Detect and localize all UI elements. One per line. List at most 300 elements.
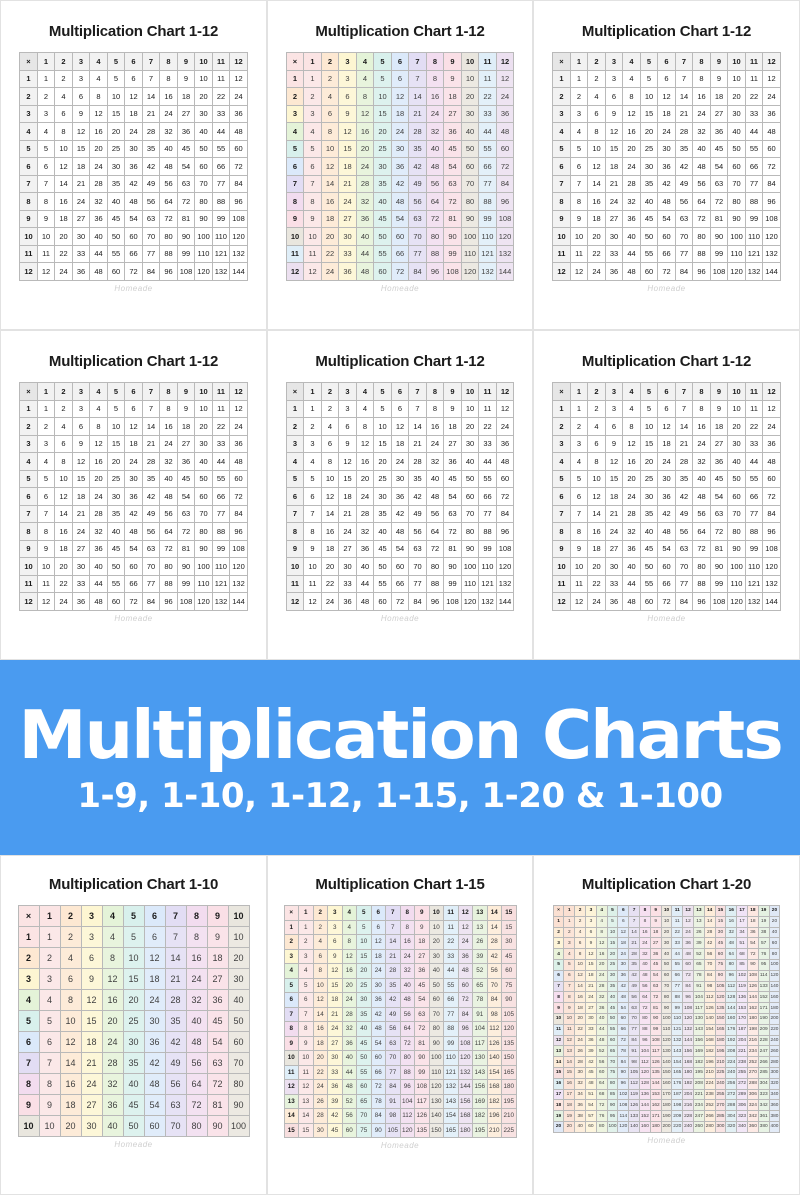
table-cell: 9 <box>177 70 195 88</box>
table-row-header: 11 <box>286 245 304 263</box>
table-cell: 20 <box>60 1116 81 1137</box>
table-cell: 3 <box>299 949 314 964</box>
table-cell: 9 <box>304 540 322 558</box>
table-cell: 63 <box>710 175 728 193</box>
table-cell: 50 <box>357 1051 372 1066</box>
banner-subtitle: 1-9, 1-10, 1-12, 1-15, 1-20 & 1-100 <box>77 776 723 816</box>
table-cell: 40 <box>107 193 125 211</box>
table-cell: 6 <box>55 435 73 453</box>
table-cell: 120 <box>400 1123 415 1138</box>
table-row-header: 5 <box>286 470 304 488</box>
table-cell: 98 <box>386 1109 401 1124</box>
table-cell: 17 <box>564 1089 575 1100</box>
table-cell: 4 <box>313 935 328 950</box>
table-cell: 45 <box>177 470 195 488</box>
table-cell: 168 <box>683 1057 694 1068</box>
table-cell: 90 <box>444 228 462 246</box>
table-cell: 22 <box>212 418 230 436</box>
table-cell: 15 <box>715 916 726 927</box>
table-row-header: 11 <box>286 575 304 593</box>
table-cell: 48 <box>683 949 694 960</box>
table-cell: 6 <box>72 418 90 436</box>
table-col-header: 5 <box>374 53 392 71</box>
table-cell: 33 <box>72 245 90 263</box>
table-cell: 90 <box>371 1123 386 1138</box>
table-row <box>286 453 514 471</box>
table-cell: 320 <box>726 1121 737 1132</box>
table-cell: 64 <box>400 1022 415 1037</box>
table-cell: 1 <box>570 400 588 418</box>
table-row-header: 3 <box>286 105 304 123</box>
table-cell: 45 <box>207 1011 228 1032</box>
table-cell: 80 <box>160 228 178 246</box>
table-cell: 21 <box>328 1007 343 1022</box>
table-cell: 66 <box>444 993 459 1008</box>
table-cell: 36 <box>230 105 248 123</box>
table-cell: 14 <box>60 1053 81 1074</box>
table-row-header: 7 <box>20 175 38 193</box>
table-row <box>286 210 514 228</box>
table-cell: 60 <box>618 1013 629 1024</box>
table-cell: 24 <box>125 453 143 471</box>
table-col-header: 12 <box>458 906 473 921</box>
table-cell: 2 <box>321 70 339 88</box>
table-cell: 120 <box>728 593 746 611</box>
table-cell: 225 <box>502 1123 517 1138</box>
table-cell: 55 <box>212 140 230 158</box>
table-cell: 32 <box>102 1074 123 1095</box>
table-cell: 30 <box>195 105 213 123</box>
table-cell: 144 <box>763 593 781 611</box>
table-row-header: 12 <box>553 1035 564 1046</box>
table-cell: 4 <box>90 400 108 418</box>
table-cell: 5 <box>357 920 372 935</box>
table-cell: 27 <box>328 1036 343 1051</box>
table-row-header: 9 <box>553 210 571 228</box>
table-cell: 28 <box>704 927 715 938</box>
table-cell: 10 <box>575 959 586 970</box>
table-cell: 36 <box>207 990 228 1011</box>
table-cell: 66 <box>479 488 497 506</box>
table-cell: 40 <box>461 453 479 471</box>
table-cell: 2 <box>304 88 322 106</box>
table-cell: 340 <box>769 1089 780 1100</box>
table-cell: 48 <box>356 593 374 611</box>
table-cell: 24 <box>356 488 374 506</box>
table-cell: 50 <box>123 1116 144 1137</box>
table-cell: 60 <box>763 470 781 488</box>
table-col-header: 1 <box>564 906 575 917</box>
multiplication-table <box>19 382 248 611</box>
table-cell: 260 <box>769 1046 780 1057</box>
table-row-header: 4 <box>553 949 564 960</box>
table-cell: 108 <box>458 1036 473 1051</box>
table-row-header: 17 <box>553 1089 564 1100</box>
table-cell: 4 <box>55 88 73 106</box>
table-cell: 84 <box>458 1007 473 1022</box>
table-row-header: 12 <box>20 593 38 611</box>
table-row <box>553 1035 780 1046</box>
table-cell: 90 <box>502 993 517 1008</box>
table-cell: 60 <box>374 593 392 611</box>
table-cell: 10 <box>564 1013 575 1024</box>
table-row-header: 5 <box>553 470 571 488</box>
table-cell: 24 <box>618 949 629 960</box>
table-corner-header: × <box>553 383 571 401</box>
table-cell: 8 <box>60 990 81 1011</box>
table-cell: 18 <box>339 488 357 506</box>
table-cell: 168 <box>704 1035 715 1046</box>
table-cell: 21 <box>605 175 623 193</box>
table-cell: 9 <box>72 435 90 453</box>
table-cell: 36 <box>177 453 195 471</box>
table-cell: 9 <box>328 949 343 964</box>
table-cell: 221 <box>737 1046 748 1057</box>
table-cell: 72 <box>444 523 462 541</box>
table-cell: 24 <box>496 418 514 436</box>
table-cell: 76 <box>758 949 769 960</box>
table-cell: 88 <box>160 245 178 263</box>
table-cell: 42 <box>142 158 160 176</box>
table-cell: 64 <box>186 1074 207 1095</box>
table-cell: 54 <box>391 540 409 558</box>
table-cell: 154 <box>704 1024 715 1035</box>
table-cell: 30 <box>72 228 90 246</box>
table-cell: 7 <box>165 927 186 948</box>
table-cell: 121 <box>444 1065 459 1080</box>
table-row-header: 11 <box>284 1065 299 1080</box>
table-cell: 3 <box>37 435 55 453</box>
table-cell: 25 <box>107 470 125 488</box>
table-cell: 70 <box>487 978 502 993</box>
table-cell: 9 <box>207 927 228 948</box>
table-col-header: 12 <box>496 383 514 401</box>
table-cell: 5 <box>37 140 55 158</box>
table-row-header: 9 <box>20 540 38 558</box>
table-cell: 40 <box>400 978 415 993</box>
table-col-header: 11 <box>745 383 763 401</box>
table-cell: 21 <box>72 175 90 193</box>
table-cell: 110 <box>461 245 479 263</box>
table-cell: 54 <box>586 1100 597 1111</box>
table-row <box>553 435 781 453</box>
table-row-header: 14 <box>284 1109 299 1124</box>
table-col-header: 19 <box>758 906 769 917</box>
table-row <box>284 1065 516 1080</box>
table-cell: 20 <box>623 140 641 158</box>
table-cell: 44 <box>596 1024 607 1035</box>
table-cell: 45 <box>374 210 392 228</box>
table-cell: 40 <box>374 523 392 541</box>
table-cell: 165 <box>672 1067 683 1078</box>
table-cell: 266 <box>704 1111 715 1122</box>
table-cell: 16 <box>60 1074 81 1095</box>
table-cell: 33 <box>605 245 623 263</box>
table-row <box>286 70 514 88</box>
table-cell: 9 <box>650 916 661 927</box>
table-cell: 117 <box>415 1094 430 1109</box>
table-row-header: 11 <box>553 245 571 263</box>
table-cell: 380 <box>758 1121 769 1132</box>
table-cell: 36 <box>623 210 641 228</box>
table-cell: 18 <box>658 435 676 453</box>
table-corner-header: × <box>284 906 299 921</box>
table-cell: 2 <box>575 916 586 927</box>
table-cell: 24 <box>102 1032 123 1053</box>
table-row <box>286 193 514 211</box>
multiplication-table <box>286 52 515 281</box>
table-cell: 45 <box>640 540 658 558</box>
table-col-header: 2 <box>313 906 328 921</box>
table-cell: 70 <box>461 505 479 523</box>
table-cell: 60 <box>496 140 514 158</box>
table-row-header: 2 <box>286 88 304 106</box>
table-cell: 198 <box>747 1024 758 1035</box>
table-cell: 44 <box>212 453 230 471</box>
table-cell: 24 <box>321 263 339 281</box>
table-cell: 12 <box>623 435 641 453</box>
table-cell: 95 <box>758 959 769 970</box>
table-cell: 112 <box>726 981 737 992</box>
table-cell: 24 <box>55 593 73 611</box>
table-cell: 50 <box>228 1011 249 1032</box>
table-col-header: 3 <box>328 906 343 921</box>
table-cell: 12 <box>60 1032 81 1053</box>
chart-row-2 <box>0 330 800 660</box>
table-cell: 132 <box>745 263 763 281</box>
table-cell: 64 <box>693 523 711 541</box>
table-col-header: 9 <box>710 383 728 401</box>
table-cell: 60 <box>661 970 672 981</box>
table-cell: 39 <box>586 1046 597 1057</box>
table-cell: 8 <box>342 935 357 950</box>
table-cell: 84 <box>496 175 514 193</box>
table-cell: 2 <box>313 920 328 935</box>
table-cell: 4 <box>304 123 322 141</box>
table-cell: 144 <box>650 1078 661 1089</box>
table-cell: 14 <box>588 175 606 193</box>
table-cell: 40 <box>728 123 746 141</box>
table-cell: 20 <box>90 470 108 488</box>
table-cell: 60 <box>640 263 658 281</box>
table-cell: 11 <box>37 575 55 593</box>
table-cell: 20 <box>728 88 746 106</box>
table-cell: 27 <box>72 540 90 558</box>
table-cell: 50 <box>195 140 213 158</box>
table-cell: 216 <box>683 1100 694 1111</box>
table-cell: 5 <box>37 470 55 488</box>
table-cell: 99 <box>479 210 497 228</box>
table-cell: 21 <box>339 175 357 193</box>
table-cell: 77 <box>672 981 683 992</box>
table-cell: 15 <box>607 938 618 949</box>
table-cell: 126 <box>747 981 758 992</box>
table-col-header: 8 <box>426 53 444 71</box>
table-cell: 12 <box>321 488 339 506</box>
table-cell: 36 <box>72 593 90 611</box>
table-cell: 120 <box>683 1013 694 1024</box>
chart-card <box>267 855 533 1195</box>
table-cell: 10 <box>321 470 339 488</box>
table-cell: 16 <box>102 990 123 1011</box>
table-row-header: 5 <box>20 140 38 158</box>
table-cell: 52 <box>693 949 704 960</box>
table-row-header: 6 <box>18 1032 39 1053</box>
table-cell: 108 <box>747 970 758 981</box>
table-cell: 42 <box>409 488 427 506</box>
table-cell: 30 <box>658 470 676 488</box>
table-cell: 8 <box>426 70 444 88</box>
table-cell: 238 <box>704 1089 715 1100</box>
table-row-header: 8 <box>286 193 304 211</box>
table-row <box>553 1100 780 1111</box>
table-cell: 78 <box>618 1046 629 1057</box>
table-row <box>553 245 781 263</box>
table-cell: 25 <box>374 140 392 158</box>
table-cell: 132 <box>212 593 230 611</box>
table-cell: 3 <box>72 400 90 418</box>
table-row-header: 7 <box>18 1053 39 1074</box>
table-cell: 16 <box>160 88 178 106</box>
table-cell: 4 <box>570 123 588 141</box>
table-row-header: 18 <box>553 1100 564 1111</box>
table-cell: 42 <box>391 505 409 523</box>
table-cell: 121 <box>479 575 497 593</box>
table-cell: 169 <box>473 1094 488 1109</box>
table-cell: 7 <box>142 70 160 88</box>
table-cell: 40 <box>90 558 108 576</box>
table-cell: 182 <box>693 1057 704 1068</box>
table-cell: 96 <box>640 1035 651 1046</box>
table-cell: 40 <box>160 470 178 488</box>
page-title: Multiplication Chart 1-20 <box>581 876 752 893</box>
table-col-header: 15 <box>715 906 726 917</box>
table-cell: 18 <box>72 158 90 176</box>
table-cell: 50 <box>728 140 746 158</box>
table-cell: 24 <box>693 435 711 453</box>
table-cell: 24 <box>125 123 143 141</box>
table-cell: 45 <box>444 470 462 488</box>
table-cell: 16 <box>588 193 606 211</box>
table-cell: 9 <box>177 400 195 418</box>
table-cell: 50 <box>607 1013 618 1024</box>
table-cell: 16 <box>400 935 415 950</box>
table-cell: 4 <box>575 927 586 938</box>
table-cell: 4 <box>356 400 374 418</box>
table-cell: 40 <box>693 470 711 488</box>
table-cell: 48 <box>125 193 143 211</box>
table-cell: 30 <box>374 488 392 506</box>
table-row <box>18 1116 249 1137</box>
table-row <box>18 1095 249 1116</box>
table-cell: 60 <box>125 228 143 246</box>
table-cell: 66 <box>125 245 143 263</box>
table-cell: 24 <box>496 88 514 106</box>
table-cell: 48 <box>125 523 143 541</box>
table-row <box>553 1121 780 1132</box>
table-cell: 26 <box>473 935 488 950</box>
table-cell: 220 <box>672 1121 683 1132</box>
table-cell: 20 <box>195 418 213 436</box>
table-cell: 66 <box>371 1065 386 1080</box>
table-row-header: 7 <box>553 505 571 523</box>
table-cell: 66 <box>391 575 409 593</box>
table-cell: 30 <box>125 140 143 158</box>
table-cell: 40 <box>575 1121 586 1132</box>
table-cell: 7 <box>37 175 55 193</box>
table-cell: 3 <box>605 70 623 88</box>
table-row-header: 1 <box>553 70 571 88</box>
table-row <box>20 400 248 418</box>
table-cell: 99 <box>710 575 728 593</box>
table-cell: 88 <box>479 193 497 211</box>
table-row-header: 2 <box>20 88 38 106</box>
table-row <box>284 964 516 979</box>
table-col-header: 4 <box>356 383 374 401</box>
table-cell: 36 <box>623 540 641 558</box>
table-cell: 40 <box>160 140 178 158</box>
table-cell: 12 <box>371 935 386 950</box>
table-cell: 2 <box>37 88 55 106</box>
table-cell: 20 <box>607 949 618 960</box>
watermark: Homeade <box>380 613 420 623</box>
table-cell: 208 <box>693 1078 704 1089</box>
table-cell: 9 <box>586 938 597 949</box>
table-col-header: 8 <box>400 906 415 921</box>
table-cell: 14 <box>142 88 160 106</box>
table-row <box>284 949 516 964</box>
table-cell: 72 <box>658 263 676 281</box>
table-cell: 33 <box>745 435 763 453</box>
table-row <box>553 949 780 960</box>
table-cell: 22 <box>55 575 73 593</box>
table-col-header: 2 <box>321 383 339 401</box>
table-cell: 16 <box>313 1022 328 1037</box>
table-cell: 16 <box>356 453 374 471</box>
table-cell: 63 <box>142 210 160 228</box>
table-cell: 20 <box>123 990 144 1011</box>
table-cell: 42 <box>328 1109 343 1124</box>
table-cell: 10 <box>321 140 339 158</box>
table-cell: 5 <box>374 70 392 88</box>
table-cell: 4 <box>356 70 374 88</box>
table-cell: 12 <box>230 400 248 418</box>
table-cell: 4 <box>321 88 339 106</box>
table-cell: 90 <box>728 210 746 228</box>
table-cell: 110 <box>212 228 230 246</box>
table-cell: 110 <box>444 1051 459 1066</box>
table-cell: 60 <box>228 1032 249 1053</box>
table-cell: 90 <box>177 558 195 576</box>
table-cell: 128 <box>640 1078 651 1089</box>
table-cell: 96 <box>160 263 178 281</box>
table-cell: 9 <box>710 400 728 418</box>
table-cell: 102 <box>737 970 748 981</box>
table-cell: 153 <box>737 1003 748 1014</box>
table-cell: 77 <box>142 245 160 263</box>
table-cell: 56 <box>342 1109 357 1124</box>
table-cell: 7 <box>570 175 588 193</box>
table-cell: 56 <box>142 193 160 211</box>
table-cell: 144 <box>683 1035 694 1046</box>
table-cell: 24 <box>640 938 651 949</box>
watermark: Homeade <box>114 613 153 623</box>
table-cell: 7 <box>304 505 322 523</box>
table-cell: 266 <box>758 1057 769 1068</box>
table-cell: 60 <box>107 263 125 281</box>
table-cell: 95 <box>607 1111 618 1122</box>
table-cell: 36 <box>618 970 629 981</box>
